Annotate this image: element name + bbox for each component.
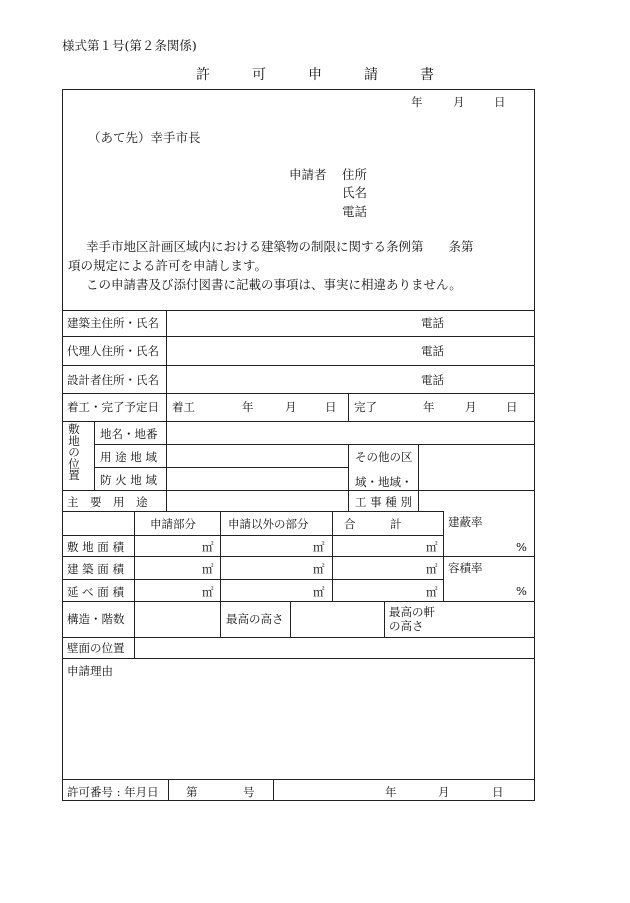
fire-zone-label: 防 火 地 域 (100, 473, 157, 487)
far-percent: % (516, 584, 527, 598)
permit-no-prefix: 第 (186, 785, 198, 799)
max-height-label: 最高の高さ (226, 612, 284, 626)
rule (273, 779, 274, 801)
unit-sqm: ㎡ (202, 585, 214, 599)
rule (62, 579, 443, 580)
form-number-label: 様式第１号(第２条関係) (62, 38, 197, 53)
site-address-label: 地名・地番 (100, 427, 158, 441)
owner-phone-label: 電話 (421, 316, 444, 330)
rule (94, 421, 95, 490)
unit-sqm: ㎡ (202, 562, 214, 576)
header-total: 合 計 (344, 517, 402, 531)
applicant-name-label: 氏名 (342, 185, 368, 200)
unit-sqm: ㎡ (313, 562, 325, 576)
finish-label: 完了 (354, 400, 377, 414)
rule (62, 365, 535, 366)
permit-month-label: 月 (438, 785, 450, 799)
owner-label: 建築主住所・氏名 (67, 316, 159, 330)
addressee: （あて先）幸手市長 (88, 130, 201, 145)
start-label: 着工 (172, 400, 195, 414)
rule (62, 336, 535, 337)
unit-sqm: ㎡ (313, 585, 325, 599)
declaration-line-2: 項の規定による許可を申請します。 (68, 258, 268, 273)
building-area-label: 建 築 面 積 (67, 562, 124, 576)
rule (62, 535, 443, 536)
agent-label: 代理人住所・氏名 (67, 344, 159, 358)
site-location-group-label: 敷地の位置 (68, 422, 80, 482)
rule-section-top (62, 310, 535, 311)
rule (62, 779, 535, 780)
total-floor-area-label: 延 べ 面 積 (67, 585, 124, 599)
unit-sqm: ㎡ (426, 585, 438, 599)
rule (134, 511, 135, 658)
header-applied-part: 申請部分 (150, 517, 196, 531)
date-month-label: 月 (453, 95, 465, 109)
reason-label: 申請理由 (67, 664, 113, 678)
floor-area-ratio-label: 容積率 (448, 561, 483, 575)
rule (62, 490, 535, 491)
max-eaves-label-1: 最高の軒 (389, 605, 435, 619)
coverage-ratio-label: 建蔽率 (448, 515, 483, 529)
rule (62, 511, 443, 512)
unit-sqm: ㎡ (202, 540, 214, 554)
main-use-label: 主 要 用 途 (67, 495, 148, 509)
permit-no-suffix: 号 (243, 785, 255, 799)
declaration-line-3: この申請書及び添付図書に記載の事項は、事実に相違ありません。 (86, 277, 462, 292)
unit-sqm: ㎡ (313, 540, 325, 554)
rule (166, 421, 167, 490)
rule (332, 511, 333, 601)
applicant-address-label: 住所 (342, 167, 368, 182)
rule (220, 511, 221, 637)
start-year-label: 年 (242, 400, 254, 414)
designer-phone-label: 電話 (421, 373, 444, 387)
site-area-label: 敷 地 面 積 (67, 540, 124, 554)
permit-number-label: 許可番号 : 年月日 (67, 785, 159, 799)
rule (166, 310, 167, 421)
permit-day-label: 日 (492, 785, 504, 799)
agent-phone-label: 電話 (421, 344, 444, 358)
unit-sqm: ㎡ (426, 540, 438, 554)
rule (62, 637, 535, 638)
rule (418, 444, 419, 511)
use-zone-label: 用 途 地 域 (100, 450, 157, 464)
applicant-label: 申請者 (289, 167, 327, 182)
rule (94, 444, 535, 445)
date-year-label: 年 (411, 95, 423, 109)
declaration-line-1: 幸手市地区計画区域内における建築物の制限に関する条例第 条第 (86, 239, 474, 254)
header-other-part: 申請以外の部分 (228, 517, 309, 531)
application-form-table (62, 89, 535, 801)
applicant-phone-label: 電話 (342, 204, 368, 219)
permit-year-label: 年 (385, 785, 397, 799)
finish-month-label: 月 (465, 400, 477, 414)
date-day-label: 日 (494, 95, 506, 109)
max-eaves-label-2: の高さ (389, 619, 424, 633)
rule (62, 393, 535, 394)
schedule-label: 着工・完了予定日 (67, 400, 159, 414)
rule (348, 393, 349, 421)
rule (290, 601, 291, 637)
start-month-label: 月 (285, 400, 297, 414)
structure-floors-label: 構造・階数 (67, 612, 125, 626)
rule (62, 421, 535, 422)
rule (62, 658, 535, 659)
designer-label: 設計者住所・氏名 (67, 373, 159, 387)
rule (166, 490, 167, 511)
other-zone-label-2: 域・地域・ (355, 475, 413, 489)
rule (62, 601, 535, 602)
unit-sqm: ㎡ (426, 562, 438, 576)
form-title: 許可申請書 (196, 67, 476, 83)
finish-year-label: 年 (423, 400, 435, 414)
rule (94, 467, 348, 468)
coverage-percent: % (516, 540, 527, 554)
rule (168, 779, 169, 801)
other-zone-label-1: その他の区 (355, 450, 413, 464)
rule (384, 601, 385, 637)
rule (348, 444, 349, 511)
wall-position-label: 壁面の位置 (67, 641, 125, 655)
rule (443, 511, 444, 601)
work-type-label: 工 事 種 別 (355, 495, 412, 509)
finish-day-label: 日 (506, 400, 518, 414)
start-day-label: 日 (325, 400, 337, 414)
rule (62, 556, 535, 557)
